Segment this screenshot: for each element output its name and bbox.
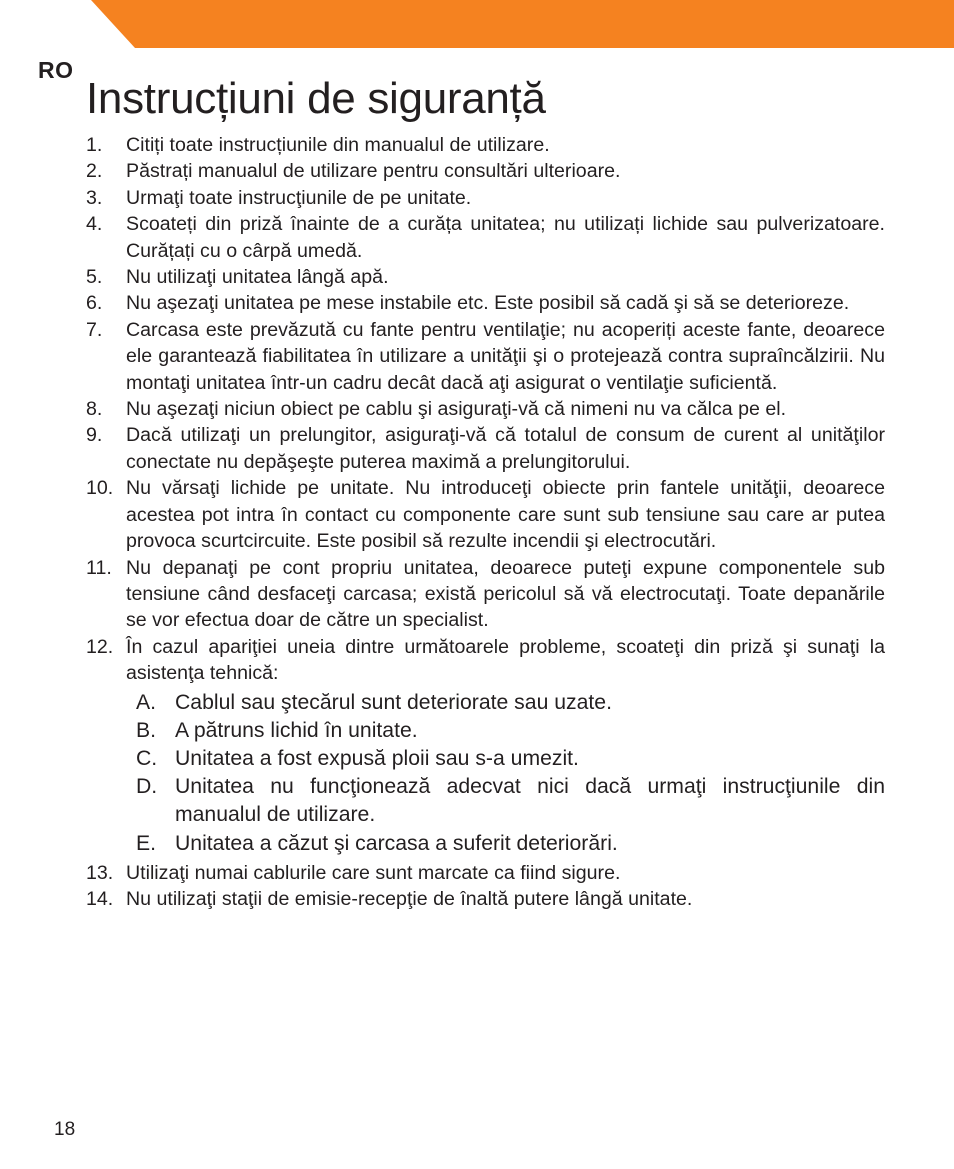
item-text: Nu depanaţi pe cont propriu unitatea, deoarece puteţi expune componentele sub tensiune când desfaceţi carcasa; există pericolul să vă electrocutaţi. Toate depanările se vor efectua doar de către un specialist. (126, 556, 885, 632)
list-item (86, 555, 885, 634)
item-text: Păstrați manualul de utilizare pentru consultări ulterioare. (126, 160, 621, 183)
list-item (86, 264, 885, 290)
item-number: 6. (86, 292, 103, 315)
item-text: Dacă utilizaţi un prelungitor, asiguraţi-vă că totalul de consum de curent al unităţilor conectate nu depăşeşte puterea maximă a prelungitorului. (126, 424, 885, 473)
item-text: Urmaţi toate instrucţiunile de pe unitate. (126, 186, 472, 209)
sub-list-item (136, 689, 885, 717)
item-number: 13. (86, 861, 114, 884)
item-number: 3. (86, 186, 103, 209)
list-item (86, 475, 885, 554)
item-text: Nu utilizaţi staţii de emisie-recepţie de înaltă putere lângă unitate. (126, 888, 693, 911)
safety-instructions-list (86, 132, 885, 913)
item-text: Nu vărsaţi lichide pe unitate. Nu introduceţi obiecte prin fantele unităţii, deoarece acestea pot intra în contact cu componente care sunt sub tensiune sau care ar putea provoca scurtcircuite. Este posibil să rezulte incendii şi electrocutări. (126, 477, 885, 553)
item-text: Nu utilizaţi unitatea lângă apă. (126, 266, 389, 289)
sub-item-text: Unitatea a fost expusă ploii sau s-a umezit. (175, 746, 579, 770)
sub-item-letter: C. (136, 746, 158, 770)
header-orange-band (0, 0, 954, 48)
sub-item-letter: E. (136, 831, 157, 855)
item-number: 5. (86, 266, 103, 289)
item-text: Nu aşezaţi unitatea pe mese instabile etc. Este posibil să cadă şi să se deterioreze. (126, 292, 850, 315)
item-text: Utilizaţi numai cablurile care sunt marcate ca fiind sigure. (126, 861, 621, 884)
list-item (86, 158, 885, 184)
sub-list-item (136, 717, 885, 745)
language-code-label: RO (38, 57, 74, 83)
item-text: Scoateți din priză înainte de a curăța unitatea; nu utilizați lichide sau pulverizatoare. Curățați cu o cârpă umedă. (126, 213, 885, 262)
item-text: Carcasa este prevăzută cu fante pentru ventilaţie; nu acoperiți aceste fante, deoarece ele garantează fiabilitatea în utilizare a unităţii şi o protejează contra supraîncălzirii. Nu montaţi unitatea într-un cadru decât dacă aţi asigurat o ventilaţie suficientă. (126, 318, 885, 394)
sub-item-letter: B. (136, 718, 157, 742)
list-item (86, 185, 885, 211)
list-item (86, 422, 885, 475)
item-number: 1. (86, 134, 103, 156)
item-number: 7. (86, 318, 103, 341)
sub-list-item (136, 830, 885, 858)
item-number: 8. (86, 398, 103, 421)
list-item (86, 886, 885, 912)
sub-list-item (136, 773, 885, 829)
list-item (86, 634, 885, 860)
page-number: 18 (54, 1119, 76, 1140)
item-number: 10. (86, 477, 114, 500)
sub-item-text: Unitatea a căzut şi carcasa a suferit deteriorări. (175, 831, 618, 855)
item-number: 14. (86, 888, 114, 911)
item-number: 2. (86, 160, 103, 183)
page-title: Instrucțiuni de siguranță (86, 74, 546, 123)
orange-band-shape (0, 0, 954, 48)
item-text: În cazul apariţiei uneia dintre următoarele probleme, scoateţi din priză şi sunaţi la asistenţa tehnică: (126, 635, 885, 685)
problem-sub-list (126, 689, 885, 858)
item-text: Nu aşezaţi niciun obiect pe cablu şi asiguraţi-vă că nimeni nu va călca pe el. (126, 398, 787, 421)
sub-item-text: Unitatea nu funcţionează adecvat nici dacă urmaţi instrucţiunile din manualul de utilizare. (175, 775, 885, 827)
sub-item-text: A pătruns lichid în unitate. (175, 718, 418, 742)
item-number: 12. (86, 635, 114, 658)
item-number: 11. (86, 556, 112, 579)
list-item (86, 132, 885, 158)
orange-band-polygon (91, 0, 954, 48)
list-item (86, 317, 885, 396)
item-number: 4. (86, 213, 103, 236)
sub-item-letter: A. (136, 690, 157, 714)
list-item (86, 396, 885, 422)
sub-item-letter: D. (136, 775, 158, 799)
item-text: Citiți toate instrucțiunile din manualul de utilizare. (126, 134, 550, 156)
sub-item-text: Cablul sau ştecărul sunt deteriorate sau uzate. (175, 690, 612, 714)
list-item (86, 860, 885, 886)
list-item (86, 211, 885, 264)
item-number: 9. (86, 424, 103, 447)
sub-list-item (136, 745, 885, 773)
list-item (86, 290, 885, 316)
